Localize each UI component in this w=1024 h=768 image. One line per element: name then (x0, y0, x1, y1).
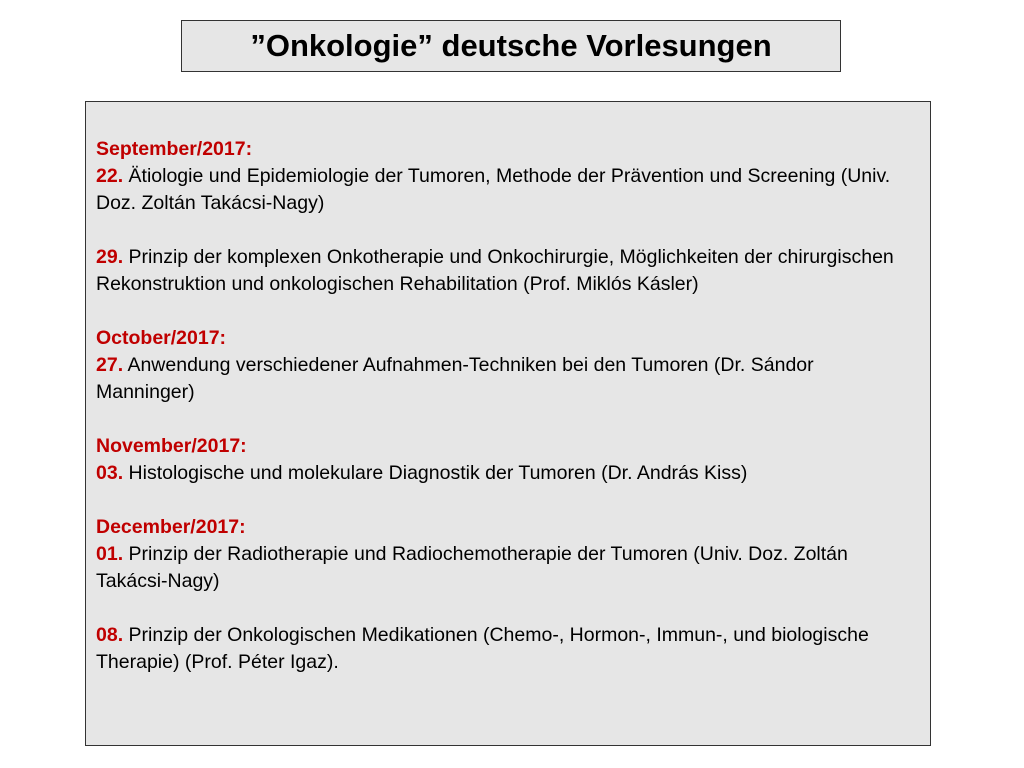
lecture-schedule (85, 101, 931, 746)
section-september (96, 136, 914, 298)
page-title: ”Onkologie” deutsche Vorlesungen (250, 28, 772, 63)
lecture-date: 27. (96, 354, 124, 376)
month-heading: November/2017: (96, 435, 247, 457)
lecture-text: Prinzip der Onkologischen Medikationen (Chemo-, Hormon-, Immun-, und biologische Therapie) (Prof. Péter Igaz). (96, 624, 869, 673)
lecture-text: Prinzip der komplexen Onkotherapie und Onkochirurgie, Möglichkeiten der chirurgischen Rekonstruktion und onkologischen Rehabilitation (Prof. Miklós Kásler) (96, 246, 894, 295)
spacer (96, 217, 914, 244)
month-heading: September/2017: (96, 138, 253, 160)
lecture-entry (96, 460, 914, 487)
lecture-entry (96, 244, 914, 298)
lecture-text: Prinzip der Radiotherapie und Radiochemotherapie der Tumoren (Univ. Doz. Zoltán Takácsi-Nagy) (96, 543, 848, 592)
section-october (96, 325, 914, 406)
spacer (96, 298, 914, 325)
spacer (96, 406, 914, 433)
spacer (96, 487, 914, 514)
section-december (96, 514, 914, 676)
lecture-text: Anwendung verschiedener Aufnahmen-Techniken bei den Tumoren (Dr. Sándor Manninger) (96, 354, 814, 403)
lecture-entry (96, 622, 914, 676)
spacer (96, 595, 914, 622)
month-heading: December/2017: (96, 516, 246, 538)
lecture-entry (96, 541, 914, 595)
title-box (181, 20, 841, 72)
month-heading: October/2017: (96, 327, 227, 349)
lecture-text: Histologische und molekulare Diagnostik der Tumoren (Dr. András Kiss) (123, 462, 748, 484)
lecture-date: 22. (96, 165, 124, 187)
lecture-date: 01. (96, 543, 124, 565)
section-november (96, 433, 914, 487)
lecture-date: 03. (96, 462, 124, 484)
lecture-entry (96, 352, 914, 406)
lecture-text: Ätiologie und Epidemiologie der Tumoren, Methode der Prävention und Screening (Univ. Doz. Zoltán Takácsi-Nagy) (96, 165, 891, 214)
lecture-entry (96, 163, 914, 217)
lecture-date: 29. (96, 246, 124, 268)
lecture-date: 08. (96, 624, 124, 646)
